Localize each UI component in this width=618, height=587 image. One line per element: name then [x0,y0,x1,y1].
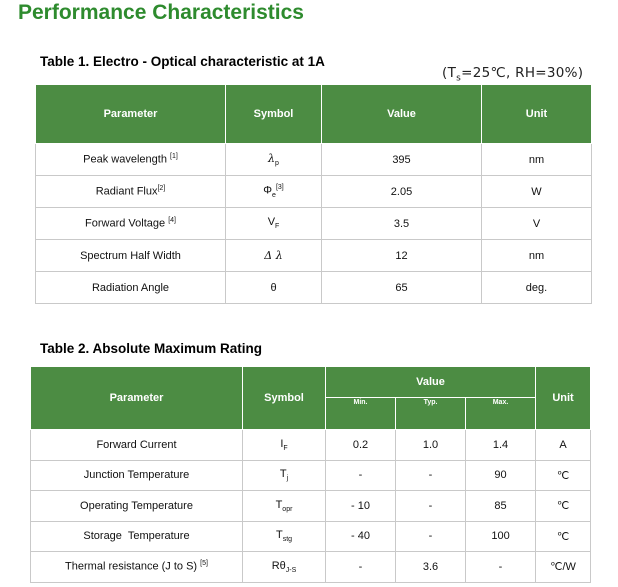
value-cell: 65 [322,272,482,304]
footnote-ref: [2] [157,185,166,193]
unit-cell: ℃ [536,491,591,522]
symbol-main: Δ λ [264,249,283,262]
page-title: Performance Characteristics [18,1,304,24]
table1-header-row [36,85,592,144]
parameter-label: Forward Voltage [85,217,166,230]
typ-cell: 1.0 [396,430,466,461]
unit-cell: ℃/W [536,552,591,583]
symbol-main: T [275,529,283,542]
symbol-main: θ [270,281,277,294]
value-cell: 3.5 [322,208,482,240]
min-cell: - [326,460,396,491]
typ-cell: - [396,521,466,552]
symbol-subscript: j [286,475,289,483]
table2-row [31,552,591,583]
parameter-label: Peak wavelength [83,153,167,166]
parameter-cell: Junction Temperature [31,460,243,491]
unit-cell: ℃ [536,521,591,552]
symbol-cell [226,144,322,176]
table1-row [36,272,592,304]
typ-cell: 3.6 [396,552,466,583]
table2-header-typ: Typ. [396,398,466,430]
unit-cell: V [482,208,592,240]
symbol-cell [243,521,326,552]
unit-cell: ℃ [536,460,591,491]
max-cell: 85 [466,491,536,522]
symbol-main: λ [268,151,276,165]
symbol-subscript: F [283,444,288,452]
parameter-label: Thermal resistance (J to S) [65,561,198,574]
max-cell: 1.4 [466,430,536,461]
parameter-cell [31,552,243,583]
symbol-cell [243,430,326,461]
value-cell: 12 [322,240,482,272]
table1-caption: Table 1. Electro - Optical characteristic at 1A [40,54,325,69]
symbol-main: T [275,498,283,511]
symbol-subscript: p [275,160,279,168]
table1-row [36,240,592,272]
electro-optical-table [35,84,592,304]
parameter-cell: Radiation Angle [36,272,226,304]
test-conditions [442,65,583,84]
conditions-open: (T [442,65,457,81]
max-cell: - [466,552,536,583]
table1-header-unit: Unit [482,85,592,144]
table2-header-parameter: Parameter [31,367,243,430]
conditions-rest: =25℃, RH=30%) [461,65,584,81]
table1-header-symbol: Symbol [226,85,322,144]
table2-row [31,491,591,522]
table2-header-min: Min. [326,398,396,430]
symbol-main: V [267,216,276,229]
table2-caption: Table 2. Absolute Maximum Rating [40,341,263,356]
table2-row [31,430,591,461]
symbol-cell [243,552,326,583]
min-cell: - 40 [326,521,396,552]
min-cell: - [326,552,396,583]
symbol-subscript: e [272,191,276,199]
symbol-main: Rθ [271,559,286,572]
symbol-main: T [279,468,287,481]
table2-header-symbol: Symbol [243,367,326,430]
table1-header-parameter: Parameter [36,85,226,144]
parameter-cell [36,144,226,176]
footnote-ref: [3] [275,184,284,192]
max-cell: 90 [466,460,536,491]
typ-cell: - [396,460,466,491]
parameter-cell: Forward Current [31,430,243,461]
unit-cell: A [536,430,591,461]
symbol-main: I [280,437,284,450]
table2-row [31,460,591,491]
symbol-subscript: J-S [285,566,297,574]
symbol-cell [226,176,322,208]
table1-row [36,144,592,176]
table2-header-max: Max. [466,398,536,430]
parameter-cell [36,176,226,208]
parameter-cell: Storage Temperature [31,521,243,552]
parameter-label: Radiant Flux [95,185,158,198]
unit-cell: nm [482,240,592,272]
symbol-cell [243,460,326,491]
footnote-ref: [5] [200,560,208,568]
table1-row [36,176,592,208]
symbol-cell [226,272,322,304]
table2-header-unit: Unit [536,367,591,430]
conditions-subscript: s [456,73,462,84]
min-cell: 0.2 [326,430,396,461]
symbol-cell [226,240,322,272]
unit-cell: deg. [482,272,592,304]
parameter-cell [36,208,226,240]
value-cell: 395 [322,144,482,176]
footnote-ref: [1] [170,153,178,161]
table2-header-value: Value [326,367,536,398]
symbol-subscript: opr [282,505,293,513]
unit-cell: W [482,176,592,208]
symbol-main: Φ [263,184,273,197]
typ-cell: - [396,491,466,522]
symbol-cell [226,208,322,240]
parameter-cell: Spectrum Half Width [36,240,226,272]
table1-row [36,208,592,240]
table2-row [31,521,591,552]
unit-cell: nm [482,144,592,176]
absolute-max-rating-table [30,366,591,583]
min-cell: - 10 [326,491,396,522]
table2-header-row [31,367,591,398]
value-cell: 2.05 [322,176,482,208]
table1-header-value: Value [322,85,482,144]
parameter-cell: Operating Temperature [31,491,243,522]
symbol-cell [243,491,326,522]
symbol-subscript: F [275,223,280,231]
symbol-subscript: stg [282,536,293,544]
footnote-ref: [4] [168,217,176,225]
max-cell: 100 [466,521,536,552]
